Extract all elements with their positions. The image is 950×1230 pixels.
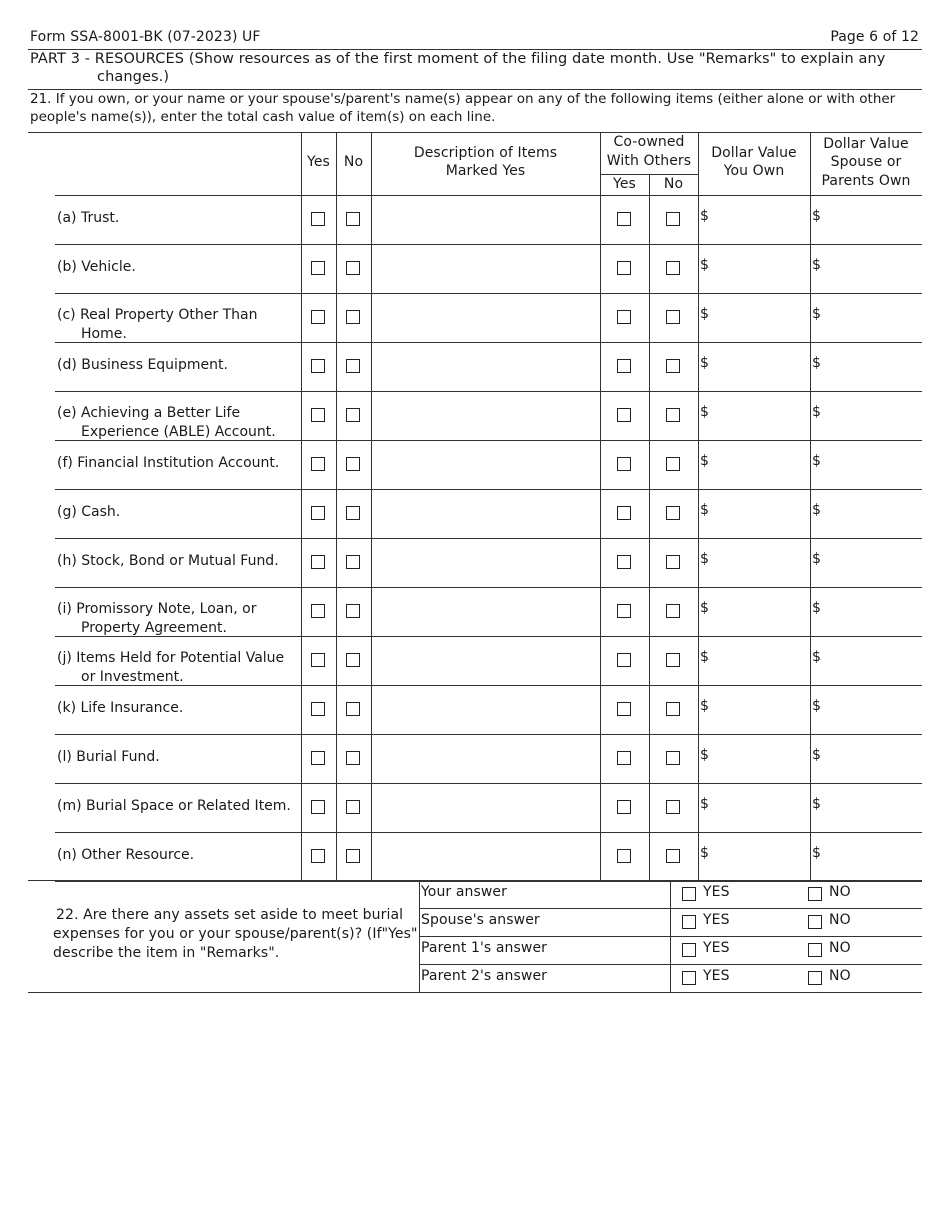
yes-checkbox[interactable]	[311, 751, 325, 765]
item-label-line1: (k) Life Insurance.	[57, 700, 184, 716]
item-label-line1: (l) Burial Fund.	[57, 749, 160, 765]
answer-label: Parent 2's answer	[421, 968, 548, 984]
description-field[interactable]	[372, 784, 599, 832]
coowned-no-checkbox[interactable]	[666, 457, 680, 471]
col-no-header: No	[343, 154, 364, 170]
yes-checkbox[interactable]	[682, 943, 696, 957]
value-spouse-parents-field[interactable]: $	[812, 355, 822, 371]
col-sp-header-3: Parents Own	[821, 173, 911, 189]
value-spouse-parents-field[interactable]: $	[812, 600, 822, 616]
no-checkbox[interactable]	[346, 212, 360, 226]
no-checkbox[interactable]	[346, 849, 360, 863]
coowned-no-checkbox[interactable]	[666, 359, 680, 373]
page-number: Page 6 of 12	[830, 29, 919, 45]
answer-label: Spouse's answer	[421, 912, 540, 928]
description-field[interactable]	[372, 588, 599, 636]
coowned-yes-checkbox[interactable]	[617, 310, 631, 324]
no-checkbox[interactable]	[808, 971, 822, 985]
yes-checkbox[interactable]	[311, 800, 325, 814]
coowned-no-checkbox[interactable]	[666, 702, 680, 716]
value-spouse-parents-field[interactable]: $	[812, 551, 822, 567]
coowned-no-checkbox[interactable]	[666, 555, 680, 569]
item-label-line1: (c) Real Property Other Than	[57, 307, 258, 323]
value-you-own-field[interactable]: $	[700, 698, 710, 714]
item-label-line1: (i) Promissory Note, Loan, or	[57, 601, 257, 617]
description-field[interactable]	[372, 196, 599, 244]
yes-label: YES	[703, 912, 730, 928]
col-coowned-header-2: With Others	[606, 153, 692, 169]
yes-checkbox[interactable]	[682, 915, 696, 929]
item-label-line1: (h) Stock, Bond or Mutual Fund.	[57, 553, 279, 569]
col-co-yes-header: Yes	[613, 176, 636, 192]
coowned-no-checkbox[interactable]	[666, 849, 680, 863]
description-field[interactable]	[372, 833, 599, 881]
no-checkbox[interactable]	[346, 506, 360, 520]
col-co-no-header: No	[663, 176, 684, 192]
value-you-own-field[interactable]: $	[700, 551, 710, 567]
item-label	[57, 846, 194, 865]
coowned-yes-checkbox[interactable]	[617, 604, 631, 618]
description-field[interactable]	[372, 245, 599, 293]
no-label: NO	[829, 884, 851, 900]
coowned-yes-checkbox[interactable]	[617, 849, 631, 863]
coowned-no-checkbox[interactable]	[666, 751, 680, 765]
coowned-no-checkbox[interactable]	[666, 506, 680, 520]
item-label-line1: (m) Burial Space or Related Item.	[57, 798, 291, 814]
yes-checkbox[interactable]	[311, 261, 325, 275]
value-spouse-parents-field[interactable]: $	[812, 208, 822, 224]
col-desc-header-2: Marked Yes	[445, 163, 526, 179]
coowned-no-checkbox[interactable]	[666, 310, 680, 324]
answer-label: Parent 1's answer	[421, 940, 548, 956]
yes-checkbox[interactable]	[682, 887, 696, 901]
item-label-line1: (j) Items Held for Potential Value	[57, 650, 285, 666]
description-field[interactable]	[372, 539, 599, 587]
yes-checkbox[interactable]	[311, 849, 325, 863]
no-checkbox[interactable]	[346, 702, 360, 716]
col-you-header-2: You Own	[723, 163, 785, 179]
item-label-line1: (g) Cash.	[57, 504, 121, 520]
col-yes-header: Yes	[307, 154, 330, 170]
item-label-line1: (n) Other Resource.	[57, 847, 195, 863]
coowned-no-checkbox[interactable]	[666, 604, 680, 618]
item-label-line2: Property Agreement.	[81, 620, 227, 636]
item-label-line2: or Investment.	[81, 669, 184, 685]
q22-text-2: expenses for you or your spouse/parent(s)? (If"Yes"	[53, 926, 418, 942]
value-you-own-field[interactable]: $	[700, 453, 710, 469]
item-label	[57, 503, 120, 522]
item-label	[57, 600, 256, 638]
item-label	[57, 797, 291, 816]
no-checkbox[interactable]	[346, 359, 360, 373]
yes-checkbox[interactable]	[311, 310, 325, 324]
coowned-yes-checkbox[interactable]	[617, 359, 631, 373]
no-checkbox[interactable]	[346, 653, 360, 667]
col-sp-header-2: Spouse or	[830, 154, 902, 170]
item-label	[57, 258, 136, 277]
description-field[interactable]	[372, 637, 599, 685]
description-field[interactable]	[372, 343, 599, 391]
value-you-own-field[interactable]: $	[700, 404, 710, 420]
item-label-line2: Experience (ABLE) Account.	[81, 424, 276, 440]
col-desc-header: Description of Items	[413, 145, 558, 161]
yes-checkbox[interactable]	[311, 653, 325, 667]
no-checkbox[interactable]	[808, 915, 822, 929]
value-you-own-field[interactable]: $	[700, 306, 710, 322]
description-field[interactable]	[372, 441, 599, 489]
col-sp-header: Dollar Value	[823, 136, 909, 152]
no-checkbox[interactable]	[346, 310, 360, 324]
item-label	[57, 748, 160, 767]
value-spouse-parents-field[interactable]: $	[812, 845, 822, 861]
coowned-yes-checkbox[interactable]	[617, 751, 631, 765]
coowned-yes-checkbox[interactable]	[617, 506, 631, 520]
yes-checkbox[interactable]	[311, 457, 325, 471]
col-coowned-header: Co-owned	[613, 134, 685, 150]
no-checkbox[interactable]	[346, 604, 360, 618]
value-spouse-parents-field[interactable]: $	[812, 404, 822, 420]
yes-checkbox[interactable]	[311, 408, 325, 422]
value-you-own-field[interactable]: $	[700, 649, 710, 665]
description-field[interactable]	[372, 294, 599, 342]
yes-checkbox[interactable]	[311, 359, 325, 373]
value-you-own-field[interactable]: $	[700, 257, 710, 273]
value-spouse-parents-field[interactable]: $	[812, 306, 822, 322]
no-checkbox[interactable]	[346, 457, 360, 471]
no-checkbox[interactable]	[346, 800, 360, 814]
coowned-no-checkbox[interactable]	[666, 800, 680, 814]
coowned-yes-checkbox[interactable]	[617, 457, 631, 471]
coowned-yes-checkbox[interactable]	[617, 408, 631, 422]
q22-text: 22. Are there any assets set aside to meet burial	[56, 907, 404, 923]
value-spouse-parents-field[interactable]: $	[812, 502, 822, 518]
no-checkbox[interactable]	[808, 943, 822, 957]
value-you-own-field[interactable]: $	[700, 747, 710, 763]
item-label	[57, 552, 279, 571]
answer-label: Your answer	[421, 884, 508, 900]
coowned-yes-checkbox[interactable]	[617, 702, 631, 716]
item-label-line1: (b) Vehicle.	[57, 259, 136, 275]
yes-checkbox[interactable]	[682, 971, 696, 985]
description-field[interactable]	[372, 686, 599, 734]
q22-text-3: describe the item in "Remarks".	[53, 945, 280, 961]
description-field[interactable]	[372, 392, 599, 440]
value-you-own-field[interactable]: $	[700, 502, 710, 518]
item-label-line1: (d) Business Equipment.	[57, 357, 228, 373]
yes-checkbox[interactable]	[311, 604, 325, 618]
value-you-own-field[interactable]: $	[700, 208, 710, 224]
description-field[interactable]	[372, 490, 599, 538]
coowned-no-checkbox[interactable]	[666, 408, 680, 422]
value-spouse-parents-field[interactable]: $	[812, 698, 822, 714]
value-you-own-field[interactable]: $	[700, 845, 710, 861]
no-checkbox[interactable]	[346, 408, 360, 422]
no-label: NO	[829, 940, 851, 956]
yes-label: YES	[703, 884, 730, 900]
part3-title-cont: changes.)	[97, 69, 170, 85]
coowned-yes-checkbox[interactable]	[617, 212, 631, 226]
yes-label: YES	[703, 940, 730, 956]
col-you-header: Dollar Value	[711, 145, 797, 161]
value-spouse-parents-field[interactable]: $	[812, 453, 822, 469]
no-label: NO	[829, 968, 851, 984]
value-spouse-parents-field[interactable]: $	[812, 796, 822, 812]
no-checkbox[interactable]	[808, 887, 822, 901]
coowned-yes-checkbox[interactable]	[617, 261, 631, 275]
item-label	[57, 699, 183, 718]
item-label	[57, 649, 284, 687]
coowned-no-checkbox[interactable]	[666, 261, 680, 275]
item-label	[57, 306, 257, 344]
no-checkbox[interactable]	[346, 751, 360, 765]
value-spouse-parents-field[interactable]: $	[812, 257, 822, 273]
item-label	[57, 209, 119, 228]
coowned-yes-checkbox[interactable]	[617, 653, 631, 667]
part3-title: PART 3 - RESOURCES (Show resources as of the first moment of the filing date month. Use "Remarks" to explain any	[30, 51, 886, 67]
coowned-no-checkbox[interactable]	[666, 212, 680, 226]
coowned-yes-checkbox[interactable]	[617, 800, 631, 814]
yes-checkbox[interactable]	[311, 212, 325, 226]
no-checkbox[interactable]	[346, 555, 360, 569]
no-checkbox[interactable]	[346, 261, 360, 275]
coowned-no-checkbox[interactable]	[666, 653, 680, 667]
value-you-own-field[interactable]: $	[700, 355, 710, 371]
item-label-line1: (e) Achieving a Better Life	[57, 405, 241, 421]
q21-text: 21. If you own, or your name or your spouse's/parent's name(s) appear on any of the following items (either alone or with other	[30, 91, 896, 107]
coowned-yes-checkbox[interactable]	[617, 555, 631, 569]
yes-checkbox[interactable]	[311, 555, 325, 569]
item-label	[57, 454, 279, 473]
yes-checkbox[interactable]	[311, 506, 325, 520]
value-spouse-parents-field[interactable]: $	[812, 747, 822, 763]
form-id: Form SSA-8001-BK (07-2023) UF	[30, 29, 261, 45]
value-you-own-field[interactable]: $	[700, 796, 710, 812]
value-spouse-parents-field[interactable]: $	[812, 649, 822, 665]
yes-checkbox[interactable]	[311, 702, 325, 716]
item-label	[57, 356, 228, 375]
item-label-line2: Home.	[81, 326, 127, 342]
value-you-own-field[interactable]: $	[700, 600, 710, 616]
yes-label: YES	[703, 968, 730, 984]
item-label	[57, 404, 276, 442]
no-label: NO	[829, 912, 851, 928]
item-label-line1: (f) Financial Institution Account.	[57, 455, 280, 471]
description-field[interactable]	[372, 735, 599, 783]
item-label-line1: (a) Trust.	[57, 210, 120, 226]
q21-text-cont: people's name(s)), enter the total cash value of item(s) on each line.	[30, 109, 496, 125]
